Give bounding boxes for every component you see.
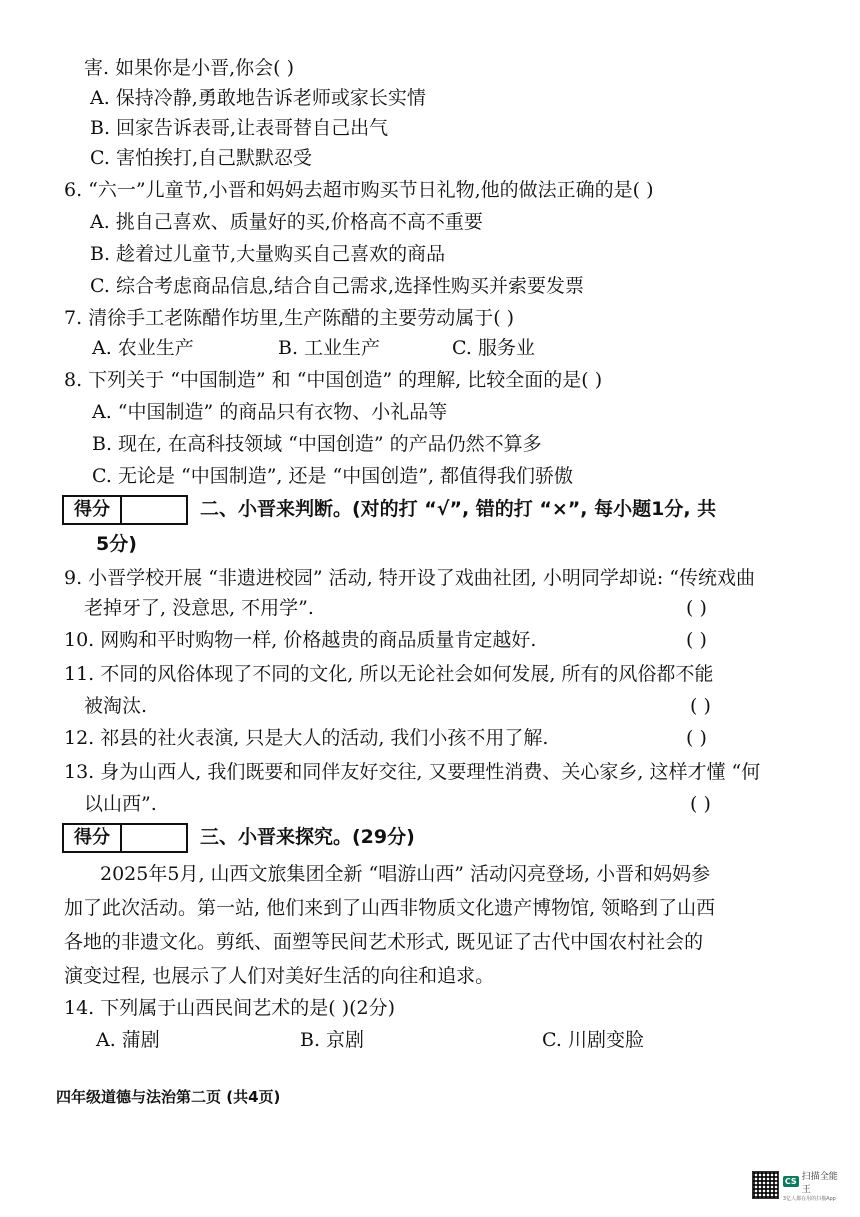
q12-stem: 12. 祁县的社火表演, 只是大人的活动, 我们小孩不用了解. [64, 727, 549, 749]
q7-stem: 7. 清徐手工老陈醋作坊里,生产陈醋的主要劳动属于( ) [64, 307, 515, 329]
camscanner-logo-icon: CS [784, 1177, 797, 1186]
section3-paragraph-line2: 加了此次活动。第一站, 他们来到了山西非物质文化遗产博物馆, 领略到了山西 [64, 897, 716, 919]
q9-line1: 9. 小晋学校开展 “非遗进校园” 活动, 特开设了戏曲社团, 小明同学却说: “传统戏曲 [64, 567, 755, 589]
q7-option-b: B. 工业生产 [278, 337, 381, 359]
q10-answer-paren: ( ) [686, 629, 707, 651]
q9-answer-paren: ( ) [686, 597, 707, 619]
score-label: 得分 [64, 497, 122, 523]
score-label: 得分 [64, 825, 122, 851]
q13-line2: 以山西”. [84, 793, 157, 815]
q5-option-a: A. 保持冷静,勇敢地告诉老师或家长实情 [90, 87, 426, 109]
q6-option-b: B. 趁着过儿童节,大量购买自己喜欢的商品 [90, 243, 446, 265]
q13-line1: 13. 身为山西人, 我们既要和同伴友好交往, 又要理性消费、关心家乡, 这样才懂 “何 [64, 761, 761, 783]
q5-tail: 害. 如果你是小晋,你会( ) [84, 57, 294, 79]
q14-option-a: A. 蒲剧 [96, 1029, 160, 1051]
q14-stem: 14. 下列属于山西民间艺术的是( )(2分) [64, 997, 396, 1019]
section3-title: 三、小晋来探究。(29分) [200, 826, 415, 848]
section3-paragraph-line4: 演变过程, 也展示了人们对美好生活的向往和追求。 [64, 965, 495, 987]
q6-option-c: C. 综合考虑商品信息,结合自己需求,选择性购买并索要发票 [90, 275, 585, 297]
q11-answer-paren: ( ) [690, 695, 711, 717]
section3-score-box [62, 823, 188, 853]
q10-stem: 10. 网购和平时购物一样, 价格越贵的商品质量肯定越好. [64, 629, 537, 651]
q5-option-c: C. 害怕挨打,自己默默忍受 [90, 147, 312, 169]
section2-title-cont: 5分) [96, 533, 137, 555]
section3-paragraph-line1: 2025年5月, 山西文旅集团全新 “唱游山西” 活动闪亮登场, 小晋和妈妈参 [100, 863, 711, 885]
page-footer: 四年级道德与法治第二页 (共4页) [56, 1088, 281, 1106]
q8-option-c: C. 无论是 “中国制造”, 还是 “中国创造”, 都值得我们骄傲 [92, 465, 574, 487]
q6-stem: 6. “六一”儿童节,小晋和妈妈去超市购买节日礼物,他的做法正确的是( ) [64, 179, 654, 201]
q7-option-c: C. 服务业 [452, 337, 535, 359]
q6-option-a: A. 挑自己喜欢、质量好的买,价格高不高不重要 [90, 211, 483, 233]
section3-paragraph-line3: 各地的非遗文化。剪纸、面塑等民间艺术形式, 既见证了古代中国农村社会的 [64, 931, 704, 953]
q11-line1: 11. 不同的风俗体现了不同的文化, 所以无论社会如何发展, 所有的风俗都不能 [64, 663, 714, 685]
q13-answer-paren: ( ) [690, 793, 711, 815]
q8-option-b: B. 现在, 在高科技领域 “中国创造” 的产品仍然不算多 [92, 433, 542, 455]
q12-answer-paren: ( ) [686, 727, 707, 749]
q14-option-b: B. 京剧 [300, 1029, 365, 1051]
q8-stem: 8. 下列关于 “中国制造” 和 “中国创造” 的理解, 比较全面的是( ) [64, 369, 603, 391]
score-blank [122, 825, 186, 851]
q9-line2: 老掉牙了, 没意思, 不用学”. [84, 597, 314, 619]
section2-title: 二、小晋来判断。(对的打 “√”, 错的打 “×”, 每小题1分, 共 [200, 498, 717, 520]
scanner-app-name: 扫描全能王 [801, 1171, 838, 1195]
q7-option-a: A. 农业生产 [92, 337, 194, 359]
scanner-tagline: 3亿人都在用的扫描App [782, 1195, 836, 1202]
q11-line2: 被淘汰. [84, 695, 148, 717]
score-blank [122, 497, 186, 523]
q8-option-a: A. “中国制造” 的商品只有衣物、小礼品等 [92, 401, 448, 423]
q14-option-c: C. 川剧变脸 [542, 1029, 644, 1051]
section2-score-box [62, 495, 188, 525]
scanner-watermark [752, 1168, 844, 1202]
qr-code-icon [752, 1171, 779, 1199]
q5-option-b: B. 回家告诉表哥,让表哥替自己出气 [90, 117, 389, 139]
